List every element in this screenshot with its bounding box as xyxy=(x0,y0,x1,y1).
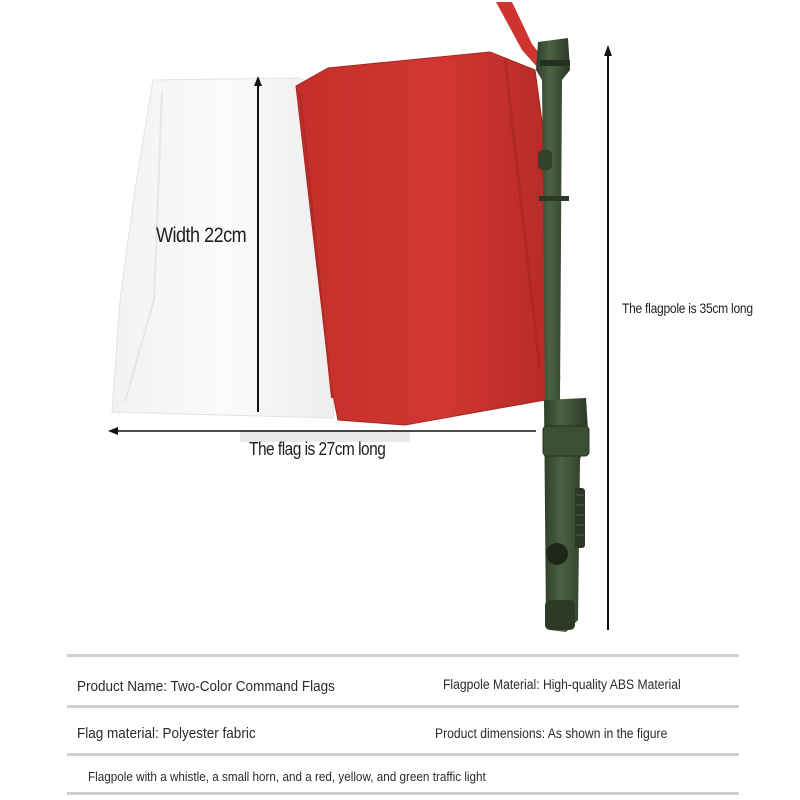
divider xyxy=(67,654,739,657)
flag-length-label: The flag is 27cm long xyxy=(249,439,386,459)
spec-table xyxy=(67,654,739,796)
flagpole-material: Flagpole Material: High-quality ABS Material xyxy=(443,677,681,692)
product-name: Product Name: Two-Color Command Flags xyxy=(77,678,335,695)
divider xyxy=(67,792,739,795)
flagpole-arrow xyxy=(604,45,612,630)
product-dimensions: Product dimensions: As shown in the figure xyxy=(435,726,668,741)
width-label: Width 22cm xyxy=(156,224,247,247)
flag-material: Flag material: Polyester fabric xyxy=(77,725,256,742)
flagpole-length-label: The flagpole is 35cm long xyxy=(622,300,753,316)
divider xyxy=(67,705,739,708)
red-flag xyxy=(296,52,560,425)
divider xyxy=(67,753,739,756)
accessories-note: Flagpole with a whistle, a small horn, and a red, yellow, and green traffic light xyxy=(88,769,486,784)
